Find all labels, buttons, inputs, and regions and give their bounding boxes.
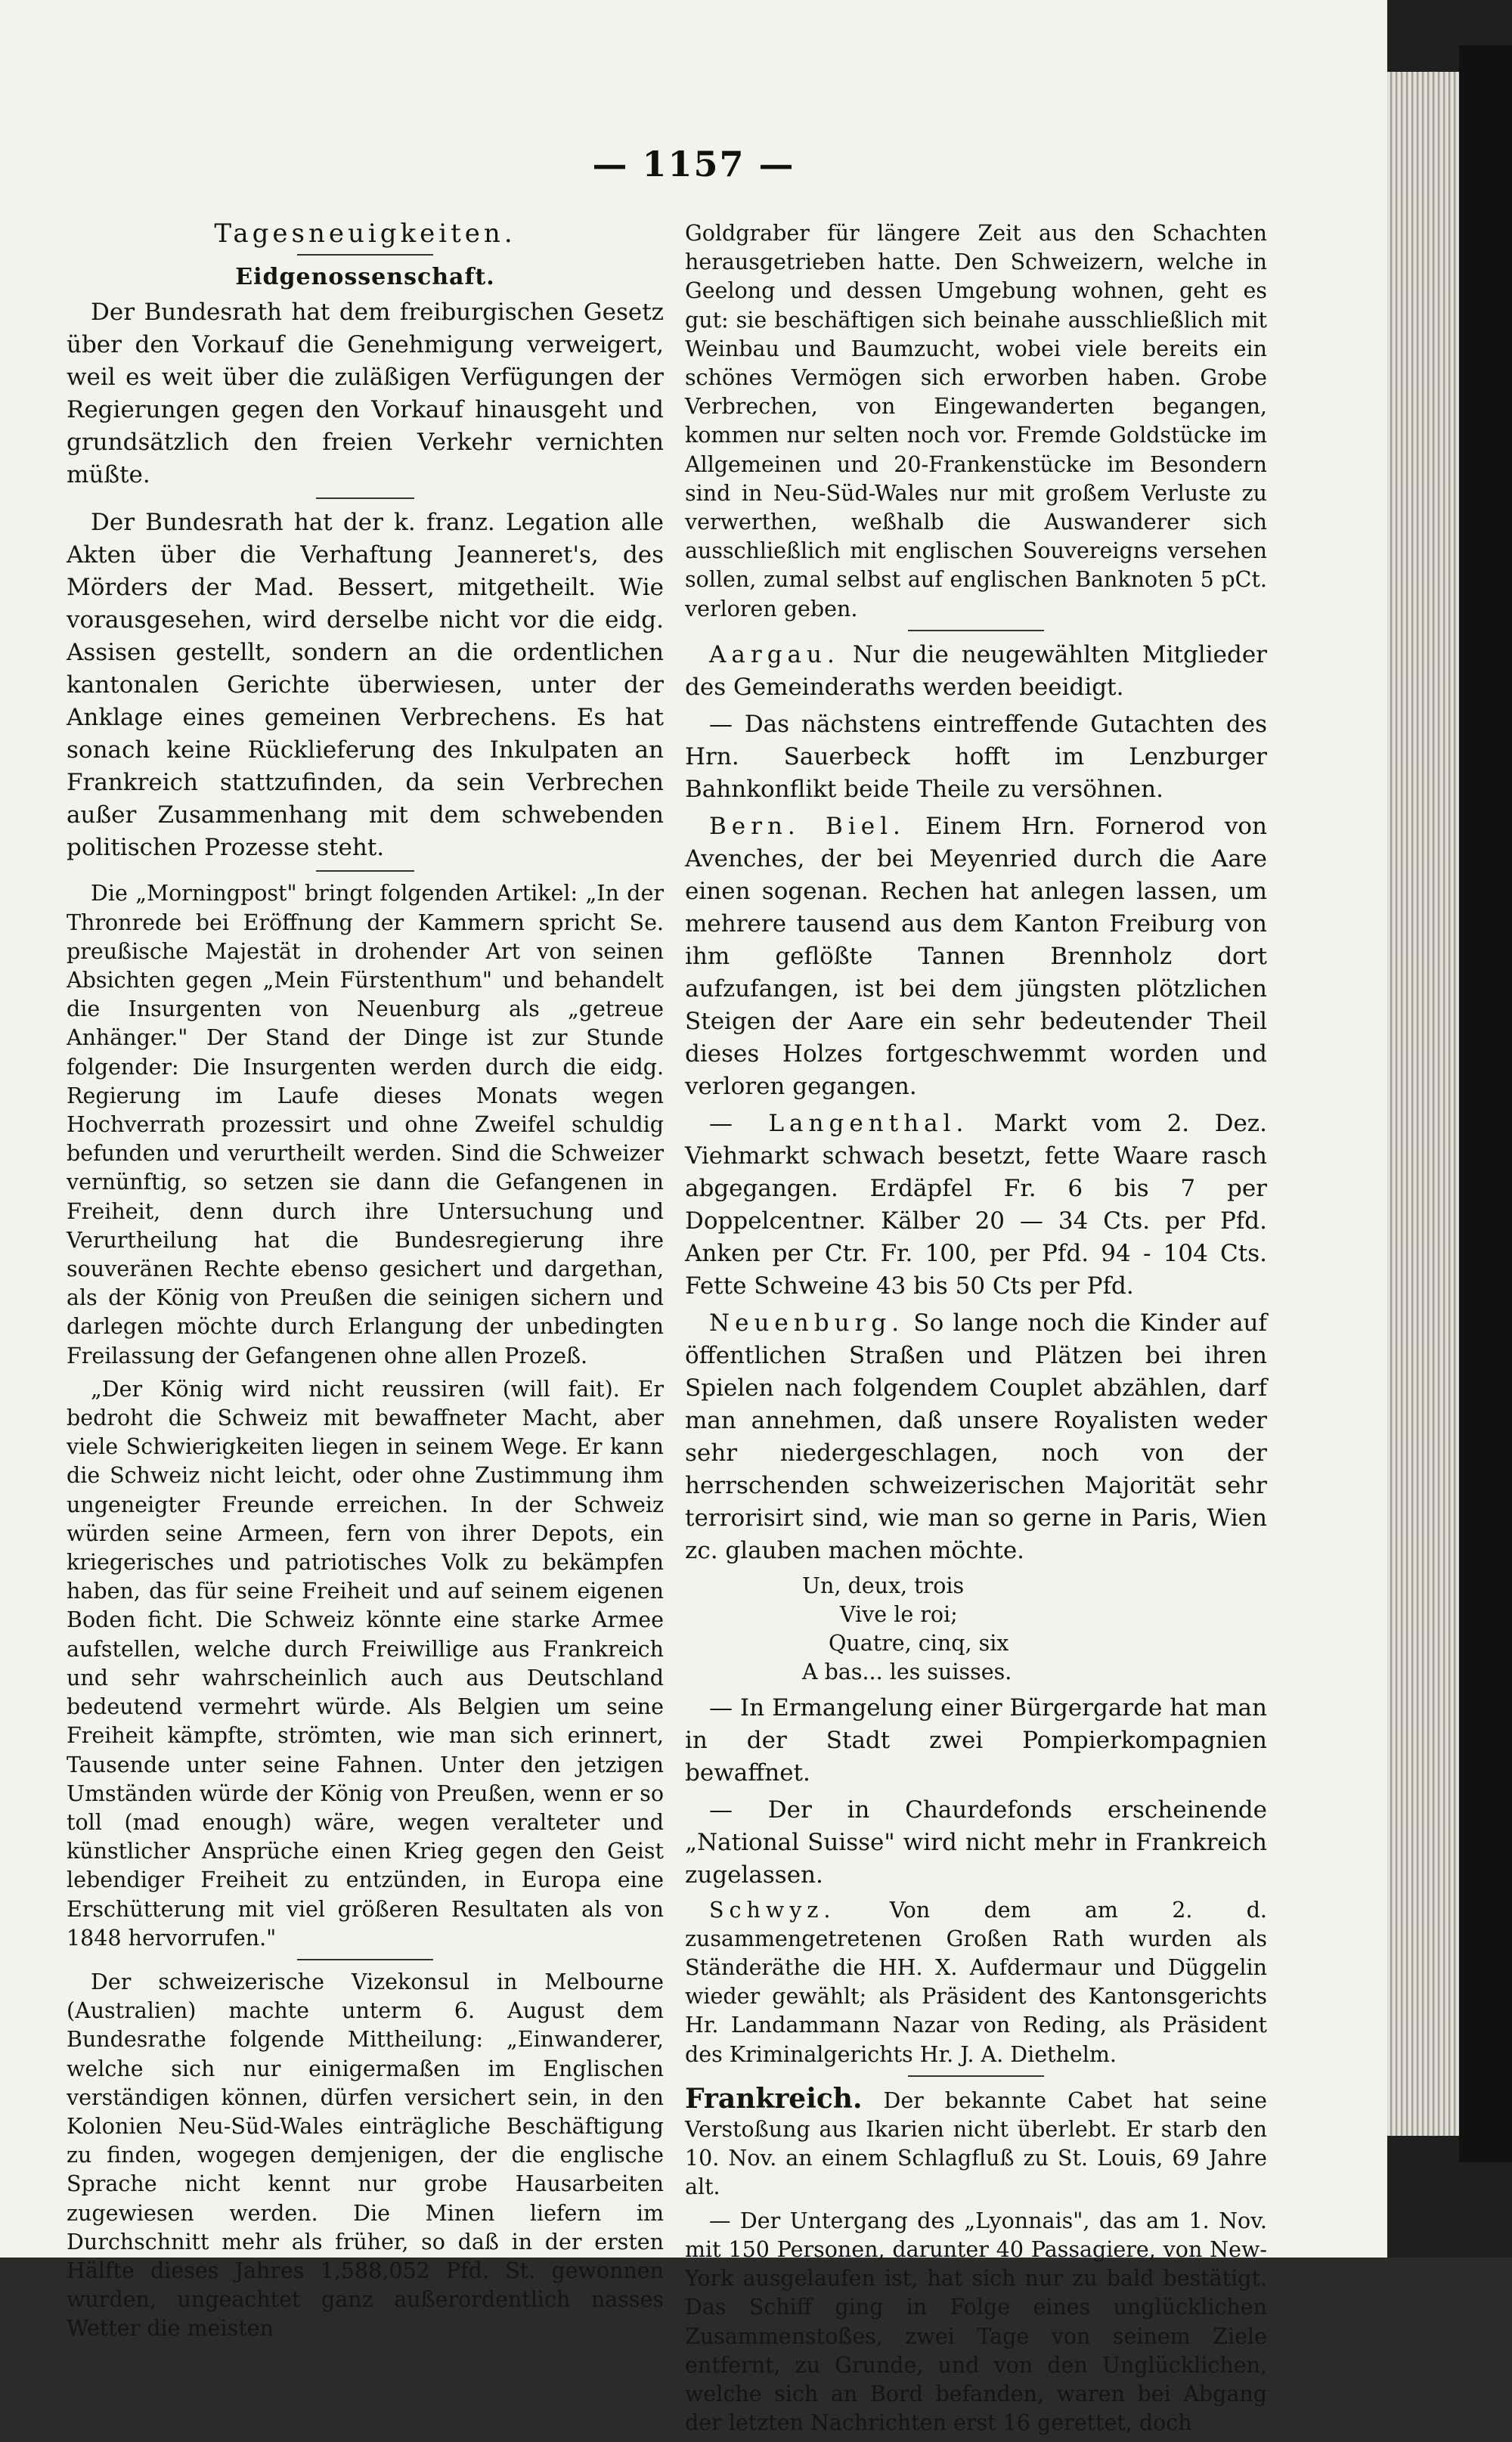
divider (908, 630, 1044, 631)
article-paragraph: Goldgraber für längere Zeit aus den Schachten herausgetrieben hatte. Den Schweizern, welche in Geelong und dessen Umgebung wohnen, geht es gut: sie beschäftigen sich beinahe ausschließlich mit Weinbau und Baumzucht, wobei viele bereits ein schönes Vermögen sich erworben haben. Grobe Verbrechen, von Eingewanderten begangen, kommen nur selten noch vor. Fremde Goldstücke im Allgemeinen und 20-Frankenstücke im Besondern sind in Neu-Süd-Wales nur mit großem Verluste zu verwerthen, weßhalb die Auswanderer sich ausschließlich mit englischen Souvereigns versehen sollen, zumal selbst auf englischen Banknoten 5 pCt. verloren geben. (685, 221, 1267, 621)
article-paragraph: — Der Untergang des „Lyonnais", das am 1. Nov. mit 150 Personen, darunter 40 Passagiere, von New-York ausgelaufen ist, hat sich nur zu bald bestätigt. Das Schiff ging in Folge eines unglücklichen Zusammenstoßes, zwei Tage von seinem Ziele entfernt, zu Grunde, und von den Unglücklichen, welche sich an Bord befanden, waren bei Abgang der letzten Nachrichten erst 16 gerettet, doch (685, 2208, 1267, 2436)
article-text: Der bekannte Cabet hat seine Verstoßung aus Ikarien nicht überlebt. Er starb den 10. Nov. an einem Schlagfluß zu St. Louis, 69 Jahre alt. (685, 2087, 1267, 2200)
article-paragraph: — Der in Chaurdefonds erscheinende „National Suisse" wird nicht mehr in Frankreich zugelassen. (685, 1796, 1267, 1889)
article-text: Markt vom 2. Dez. Viehmarkt schwach besetzt, fette Waare rasch abgegangen. Erdäpfel Fr. 6 bis 7 per Doppelcentner. Kälber 20 — 34 Cts. per Pfd. Anken per Ctr. Fr. 100, per Pfd. 94 - 104 Cts. Fette Schweine 43 bis 50 Cts per Pfd. (685, 1109, 1267, 1300)
article-paragraph: Der schweizerische Vizekonsul in Melbourne (Australien) machte unterm 6. August dem Bundesrathe folgende Mittheilung: „Einwanderer, welche sich nur einigermaßen im Englischen verständigen können, dürfen versichert sein, in den Kolonien Neu-Süd-Wales einträgliche Beschäftigung zu finden, wogegen demjenigen, der die englische Sprache nicht kennt nur grobe Hausarbeiten zugewiesen werden. Die Minen liefern im Durchschnitt mehr als früher, so daß in der ersten Hälfte dieses Jahres 1,588,052 Pfd. St. gewonnen wurden, ungeachtet ganz außerordentlich nasses Wetter die meisten (67, 1969, 664, 2341)
article-paragraph (685, 1307, 1267, 1567)
article-paragraph (685, 639, 1267, 704)
article-paragraph (685, 1896, 1267, 2069)
article-paragraph (685, 810, 1267, 1103)
place-label: Aargau. (709, 640, 840, 668)
poem-line: Un, deux, trois (802, 1573, 965, 1598)
article-paragraph (685, 2084, 1267, 2202)
place-label: — Langenthal. (709, 1109, 969, 1137)
article-paragraph: „Der König wird nicht reussiren (will fait). Er bedroht die Schweiz mit bewaffneter Macht, aber viele Schwierigkeiten liegen in seinem Wege. Er kann die Schweiz nicht leicht, oder ohne Zustimmung ihm ungeneigter Freunde erreichen. In der Schweiz würden seine Armeen, fern von ihrer Depots, ein kriegerisches und patriotisches Volk zu bekämpfen haben, das für seine Freiheit und auf seinem eigenen Boden ficht. Die Schweiz könnte eine starke Armee aufstellen, welche durch Freiwillige aus Frankreich und sehr wahrscheinlich auch aus Deutschland bedeutend vermehrt würde. Als Belgien um seine Freiheit kämpfte, strömten, wie man sich erinnert, Tausende unter seine Fahnen. Unter den jetzigen Umständen würde der König von Preußen, wenn er so toll (mad enough) wäre, wegen veralteter und künstlicher Ansprüche einen Krieg gegen den Geist lebendiger Freiheit zu entzünden, in Europa eine Erschütterung mit viel größeren Resultaten als von 1848 hervorrufen." (67, 1376, 664, 1951)
article-paragraph: — Das nächstens eintreffende Gutachten des Hrn. Sauerbeck hofft im Lenzburger Bahnkonflikt beide Theile zu versöhnen. (685, 710, 1267, 803)
article-text: So lange noch die Kinder auf öffentlichen Straßen und Plätzen bei ihren Spielen nach folgendem Couplet abzählen, darf man annehmen, daß unsere Royalisten weder sehr niedergeschlagen, noch von der herrschenden schweizerischen Majorität sehr terrorisirt sind, wie man so gerne in Paris, Wien zc. glauben machen möchte. (685, 1309, 1267, 1564)
place-label: Bern. Biel. (709, 812, 906, 840)
article-paragraph: — In Ermangelung einer Bürgergarde hat man in der Stadt zwei Pompierkompagnien bewaffnet. (685, 1694, 1267, 1787)
page-header: — 1157 — (592, 144, 795, 184)
article-paragraph: Der Bundesrath hat der k. franz. Legation alle Akten über die Verhaftung Jeanneret's, des Mörders der Mad. Bessert, mitgetheilt. Wie vorausgesehen, wird derselbe nicht vor die eidg. Assisen gestellt, sondern an die ordentlichen kantonalen Gerichte überwiesen, unter der Anklage eines gemeinen Verbrechens. Es hat sonach keine Rücklieferung des Inkulpaten an Frankreich stattzufinden, da sein Verbrechen außer Zusammenhang mit dem schwebenden politischen Prozesse steht. (67, 509, 664, 862)
article-text: Von dem am 2. d. zusammengetretenen Großen Rath wurden als Ständeräthe die HH. X. Aufdermaur und Düggelin wieder gewählt; als Präsident des Kantonsgerichts Hr. Landammann Nazar von Reding, als Präsident des Kriminalgerichts Hr. J. A. Diethelm. (685, 1897, 1267, 2067)
divider (316, 497, 414, 499)
place-label: Schwyz. (709, 1897, 836, 1923)
divider (297, 1959, 433, 1960)
right-column (685, 219, 1267, 2442)
poem-line: A bas... les suisses. (802, 1660, 1012, 1685)
divider (908, 2075, 1044, 2077)
article-text: Nur die neugewählten Mitglieder des Gemeinderaths werden beeidigt. (685, 640, 1267, 701)
poem-line: Quatre, cinq, six (829, 1631, 1009, 1656)
article-paragraph: Die „Morningpost" bringt folgenden Artikel: „In der Thronrede bei Eröffnung der Kammern spricht Se. preußische Majestät in drohender Art von seinen Absichten gegen „Mein Fürstenthum" und behandelt die Insurgenten von Neuenburg als „getreue Anhänger." Der Stand der Dinge ist zur Stunde folgender: Die Insurgenten werden durch die eidg. Regierung im Laufe dieses Monats wegen Hochverrath prozessirt und ohne Zweifel schuldig befunden und verurtheilt werden. Sind die Schweizer vernünftig, so setzen sie dann die Gefangenen in Freiheit, denn durch ihre Untersuchung und Verurtheilung hat die Bundesregierung ihre souveränen Rechte ebenso gesichert und dargethan, als der König von Preußen die seinigen sichern und darlegen möchte durch Erlangung der unbedingten Freilassung der Gefangenen ohne allen Prozeß. (67, 881, 664, 1368)
left-column (67, 219, 664, 2348)
country-label: Frankreich. (685, 2082, 863, 2115)
article-paragraph (685, 1108, 1267, 1303)
book-cover-shadow (1459, 45, 1512, 2162)
divider (297, 254, 433, 256)
article-text: Einem Hrn. Fornerod von Avenches, der bei Meyenried durch die Aare einen sogenan. Rechen hat anlegen lassen, um mehrere tausend aus dem Kanton Freiburg von ihm geflößte Tannen Brennholz dort aufzufangen, ist bei dem jüngsten plötzlichen Steigen der Aare ein sehr bedeutender Theil dieses Holzes fortgeschwemmt worden und verloren gegangen. (685, 812, 1268, 1100)
page-edge-stack (1387, 72, 1459, 2136)
place-label: Neuenburg. (709, 1309, 905, 1337)
divider (316, 870, 414, 872)
section-subheading: Eidgenossenschaft. (235, 264, 495, 291)
article-paragraph: Der Bundesrath hat dem freiburgischen Gesetz über den Vorkauf die Genehmigung verweigert, weil es weit über die zuläßigen Verfügungen der Regierungen gegen den Vorkauf hinausgeht und grundsätzlich den freien Verkehr vernichten müßte. (67, 299, 664, 489)
section-heading: Tagesneuigkeiten. (214, 218, 516, 249)
poem-line: Vive le roi; (840, 1602, 958, 1628)
